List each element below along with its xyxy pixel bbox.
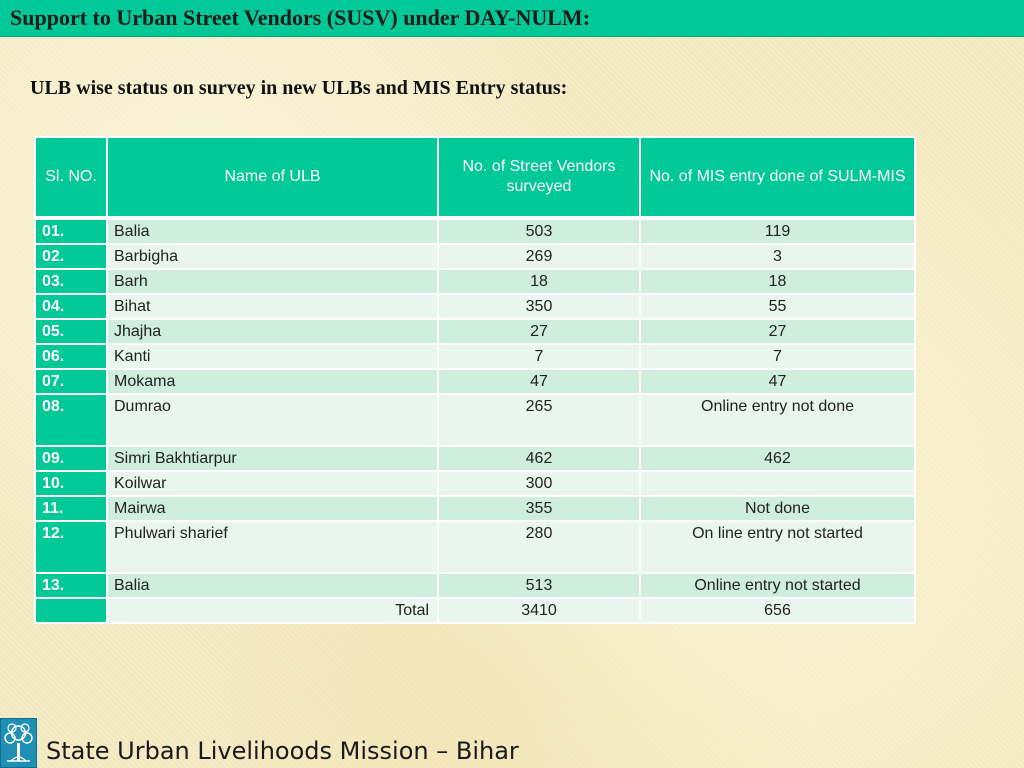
cell-ulb-name: Jhajha [107, 319, 438, 344]
cell-ulb-name: Balia [107, 573, 438, 598]
total-vendors-surveyed: 3410 [438, 598, 640, 623]
tree-emblem-icon [0, 718, 37, 768]
cell-vendors-surveyed: 513 [438, 573, 640, 598]
table-row [35, 521, 915, 573]
ulb-status-table [34, 136, 916, 624]
cell-vendors-surveyed: 462 [438, 446, 640, 471]
cell-ulb-name: Balia [107, 218, 438, 244]
cell-mis-entry: 18 [640, 269, 915, 294]
cell-sl-no: 09. [35, 446, 107, 471]
cell-vendors-surveyed: 18 [438, 269, 640, 294]
cell-ulb-name: Bihat [107, 294, 438, 319]
cell-vendors-surveyed: 27 [438, 319, 640, 344]
cell-sl-no: 13. [35, 573, 107, 598]
cell-vendors-surveyed: 265 [438, 394, 640, 446]
cell-ulb-name: Kanti [107, 344, 438, 369]
table-row [35, 496, 915, 521]
cell-mis-entry: 119 [640, 218, 915, 244]
cell-sl-no: 12. [35, 521, 107, 573]
cell-vendors-surveyed: 47 [438, 369, 640, 394]
cell-vendors-surveyed: 300 [438, 471, 640, 496]
cell-ulb-name: Mairwa [107, 496, 438, 521]
cell-mis-entry: 7 [640, 344, 915, 369]
col-header-sl-no: Sl. NO. [35, 137, 107, 218]
table-header-row [35, 137, 915, 218]
table-row [35, 471, 915, 496]
cell-ulb-name: Simri Bakhtiarpur [107, 446, 438, 471]
cell-ulb-name: Mokama [107, 369, 438, 394]
table-row [35, 446, 915, 471]
cell-ulb-name: Barh [107, 269, 438, 294]
title-bar [0, 0, 1024, 37]
cell-sl-no-empty [35, 598, 107, 623]
table-row [35, 394, 915, 446]
cell-sl-no: 02. [35, 244, 107, 269]
cell-vendors-surveyed: 355 [438, 496, 640, 521]
cell-mis-entry: On line entry not started [640, 521, 915, 573]
col-header-mis-entry: No. of MIS entry done of SULM-MIS [640, 137, 915, 218]
cell-sl-no: 07. [35, 369, 107, 394]
page-title: Support to Urban Street Vendors (SUSV) under DAY-NULM: [10, 5, 591, 30]
cell-vendors-surveyed: 503 [438, 218, 640, 244]
cell-sl-no: 05. [35, 319, 107, 344]
cell-sl-no: 03. [35, 269, 107, 294]
cell-mis-entry: 55 [640, 294, 915, 319]
cell-mis-entry [640, 471, 915, 496]
col-header-ulb-name: Name of ULB [107, 137, 438, 218]
section-subtitle: ULB wise status on survey in new ULBs and MIS Entry status: [30, 77, 568, 99]
cell-mis-entry: 462 [640, 446, 915, 471]
col-header-vendors-surveyed: No. of Street Vendors surveyed [438, 137, 640, 218]
total-mis-entry: 656 [640, 598, 915, 623]
table-row [35, 244, 915, 269]
cell-vendors-surveyed: 280 [438, 521, 640, 573]
table-row [35, 319, 915, 344]
cell-mis-entry: 3 [640, 244, 915, 269]
cell-mis-entry: 27 [640, 319, 915, 344]
cell-sl-no: 10. [35, 471, 107, 496]
table-row [35, 369, 915, 394]
table-row [35, 573, 915, 598]
cell-sl-no: 01. [35, 218, 107, 244]
cell-ulb-name: Dumrao [107, 394, 438, 446]
cell-sl-no: 06. [35, 344, 107, 369]
table-row [35, 269, 915, 294]
cell-ulb-name: Phulwari sharief [107, 521, 438, 573]
table-row [35, 218, 915, 244]
cell-mis-entry: 47 [640, 369, 915, 394]
table-total-row [35, 598, 915, 623]
cell-vendors-surveyed: 269 [438, 244, 640, 269]
table-row [35, 294, 915, 319]
cell-ulb-name: Barbigha [107, 244, 438, 269]
cell-mis-entry: Not done [640, 496, 915, 521]
cell-sl-no: 08. [35, 394, 107, 446]
total-label: Total [107, 598, 438, 623]
cell-mis-entry: Online entry not done [640, 394, 915, 446]
table-row [35, 344, 915, 369]
cell-sl-no: 11. [35, 496, 107, 521]
cell-ulb-name: Koilwar [107, 471, 438, 496]
cell-vendors-surveyed: 7 [438, 344, 640, 369]
cell-vendors-surveyed: 350 [438, 294, 640, 319]
cell-sl-no: 04. [35, 294, 107, 319]
cell-mis-entry: Online entry not started [640, 573, 915, 598]
footer-organization-name: State Urban Livelihoods Mission – Bihar [46, 737, 519, 765]
